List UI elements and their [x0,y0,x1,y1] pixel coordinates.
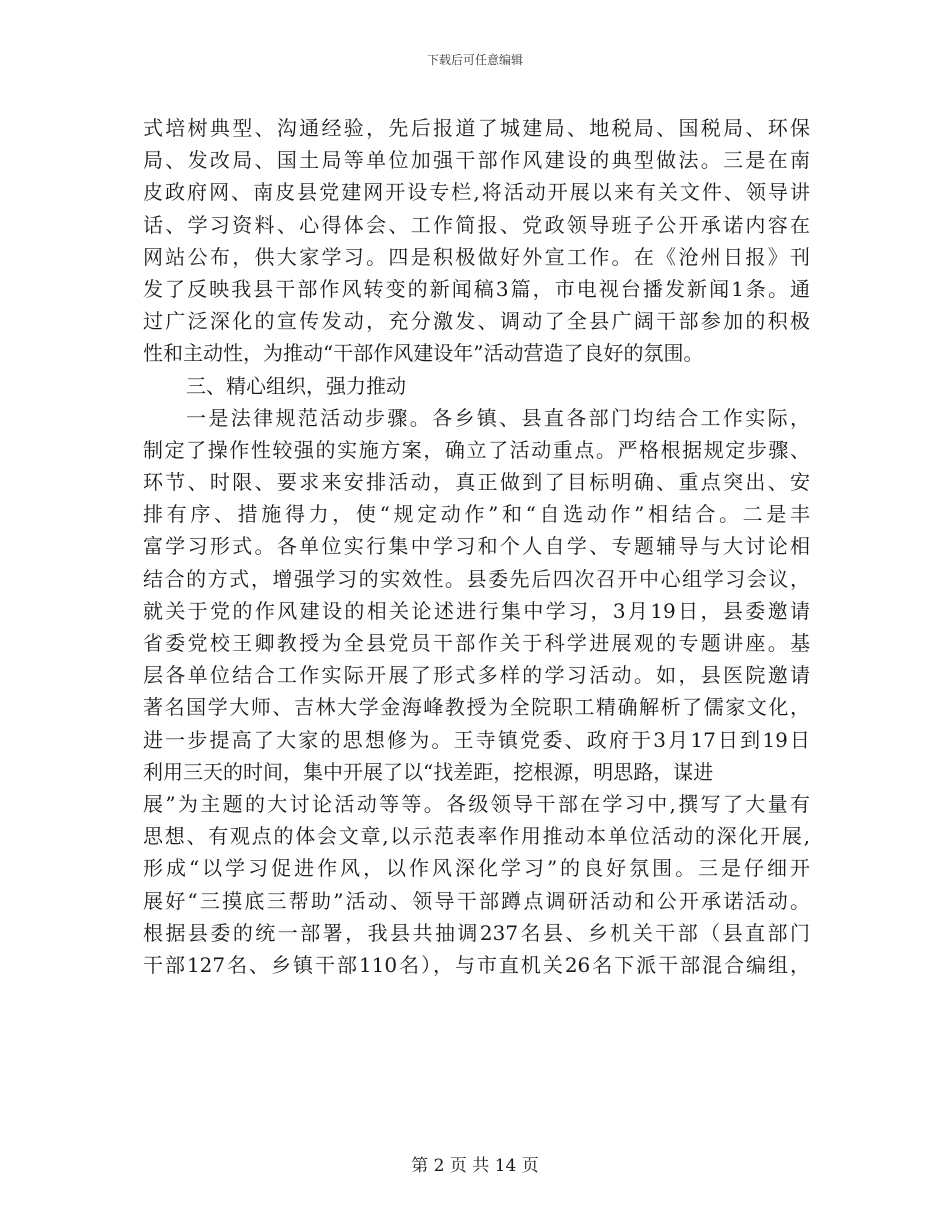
page-header-note: 下载后可任意编辑 [426,53,523,67]
text-line: 形成“以学习促进作风，以作风深化学习”的良好氛围。三是仔细开 [143,856,810,881]
text-line: 过广泛深化的宣传发动，充分激发、调动了全县广阔干部参加的积极 [143,309,810,334]
text-line: 就关于党的作风建设的相关论述进行集中学习，3月19日，县委邀请 [143,598,810,623]
text-line: 干部127名、乡镇干部110名），与市直机关26名下派干部混合编组， [143,952,810,977]
text-line: 排有序、措施得力，使“规定动作”和“自选动作”相结合。二是丰 [143,502,810,527]
text-line: 展好“三摸底三帮助”活动、领导干部蹲点调研活动和公开承诺活动。 [143,888,810,913]
text-line: 局、发改局、国土局等单位加强干部作风建设的典型做法。三是在南 [143,148,810,173]
text-line: 根据县委的统一部署，我县共抽调237名县、乡机关干部（县直部门 [143,920,810,945]
text-line: 思想、有观点的体会文章,以示范表率作用推动本单位活动的深化开展, [143,824,810,849]
text-line: 著名国学大师、吉林大学金海峰教授为全院职工精确解析了儒家文化， [143,695,810,720]
text-line: 皮政府网、南皮县党建网开设专栏,将活动开展以来有关文件、领导讲 [143,180,810,205]
text-line: 网站公布，供大家学习。四是积极做好外宣工作。在《沧州日报》刊 [143,244,810,269]
document-body [143,112,810,981]
text-line: 发了反映我县干部作风转变的新闻稿3篇，市电视台播发新闻1条。通 [143,276,810,301]
text-line: 层各单位结合工作实际开展了形式多样的学习活动。如，县医院邀请 [143,663,810,688]
text-line: 进一步提高了大家的思想修为。王寺镇党委、政府于3月17日到19日 [143,727,810,752]
text-line: 结合的方式，增强学习的实效性。县委先后四次召开中心组学习会议， [143,566,810,591]
section-heading: 三、精心组织，强力推动 [186,373,406,398]
text-line: 省委党校王卿教授为全县党员干部作关于科学进展观的专题讲座。基 [143,631,810,655]
text-line: 制定了操作性较强的实施方案，确立了活动重点。严格根据规定步骤、 [143,437,810,462]
text-line: 环节、时限、要求来安排活动，真正做到了目标明确、重点突出、安 [143,470,810,495]
text-line: 富学习形式。各单位实行集中学习和个人自学、专题辅导与大讨论相 [143,534,810,559]
text-line: 话、学习资料、心得体会、工作简报、党政领导班子公开承诺内容在 [143,212,810,237]
text-line: 性和主动性，为推动“干部作风建设年”活动营造了良好的氛围。 [143,341,704,366]
text-line: 利用三天的时间，集中开展了以“找差距，挖根源，明思路，谋进 [143,759,714,784]
page-number: 第 2 页 共 14 页 [411,1156,539,1176]
text-line: 式培树典型、沟通经验，先后报道了城建局、地税局、国税局、环保 [143,116,810,140]
text-line: 一是法律规范活动步骤。各乡镇、县直各部门均结合工作实际， [186,405,810,430]
text-line: 展”为主题的大讨论活动等等。各级领导干部在学习中,撰写了大量有 [143,791,810,816]
